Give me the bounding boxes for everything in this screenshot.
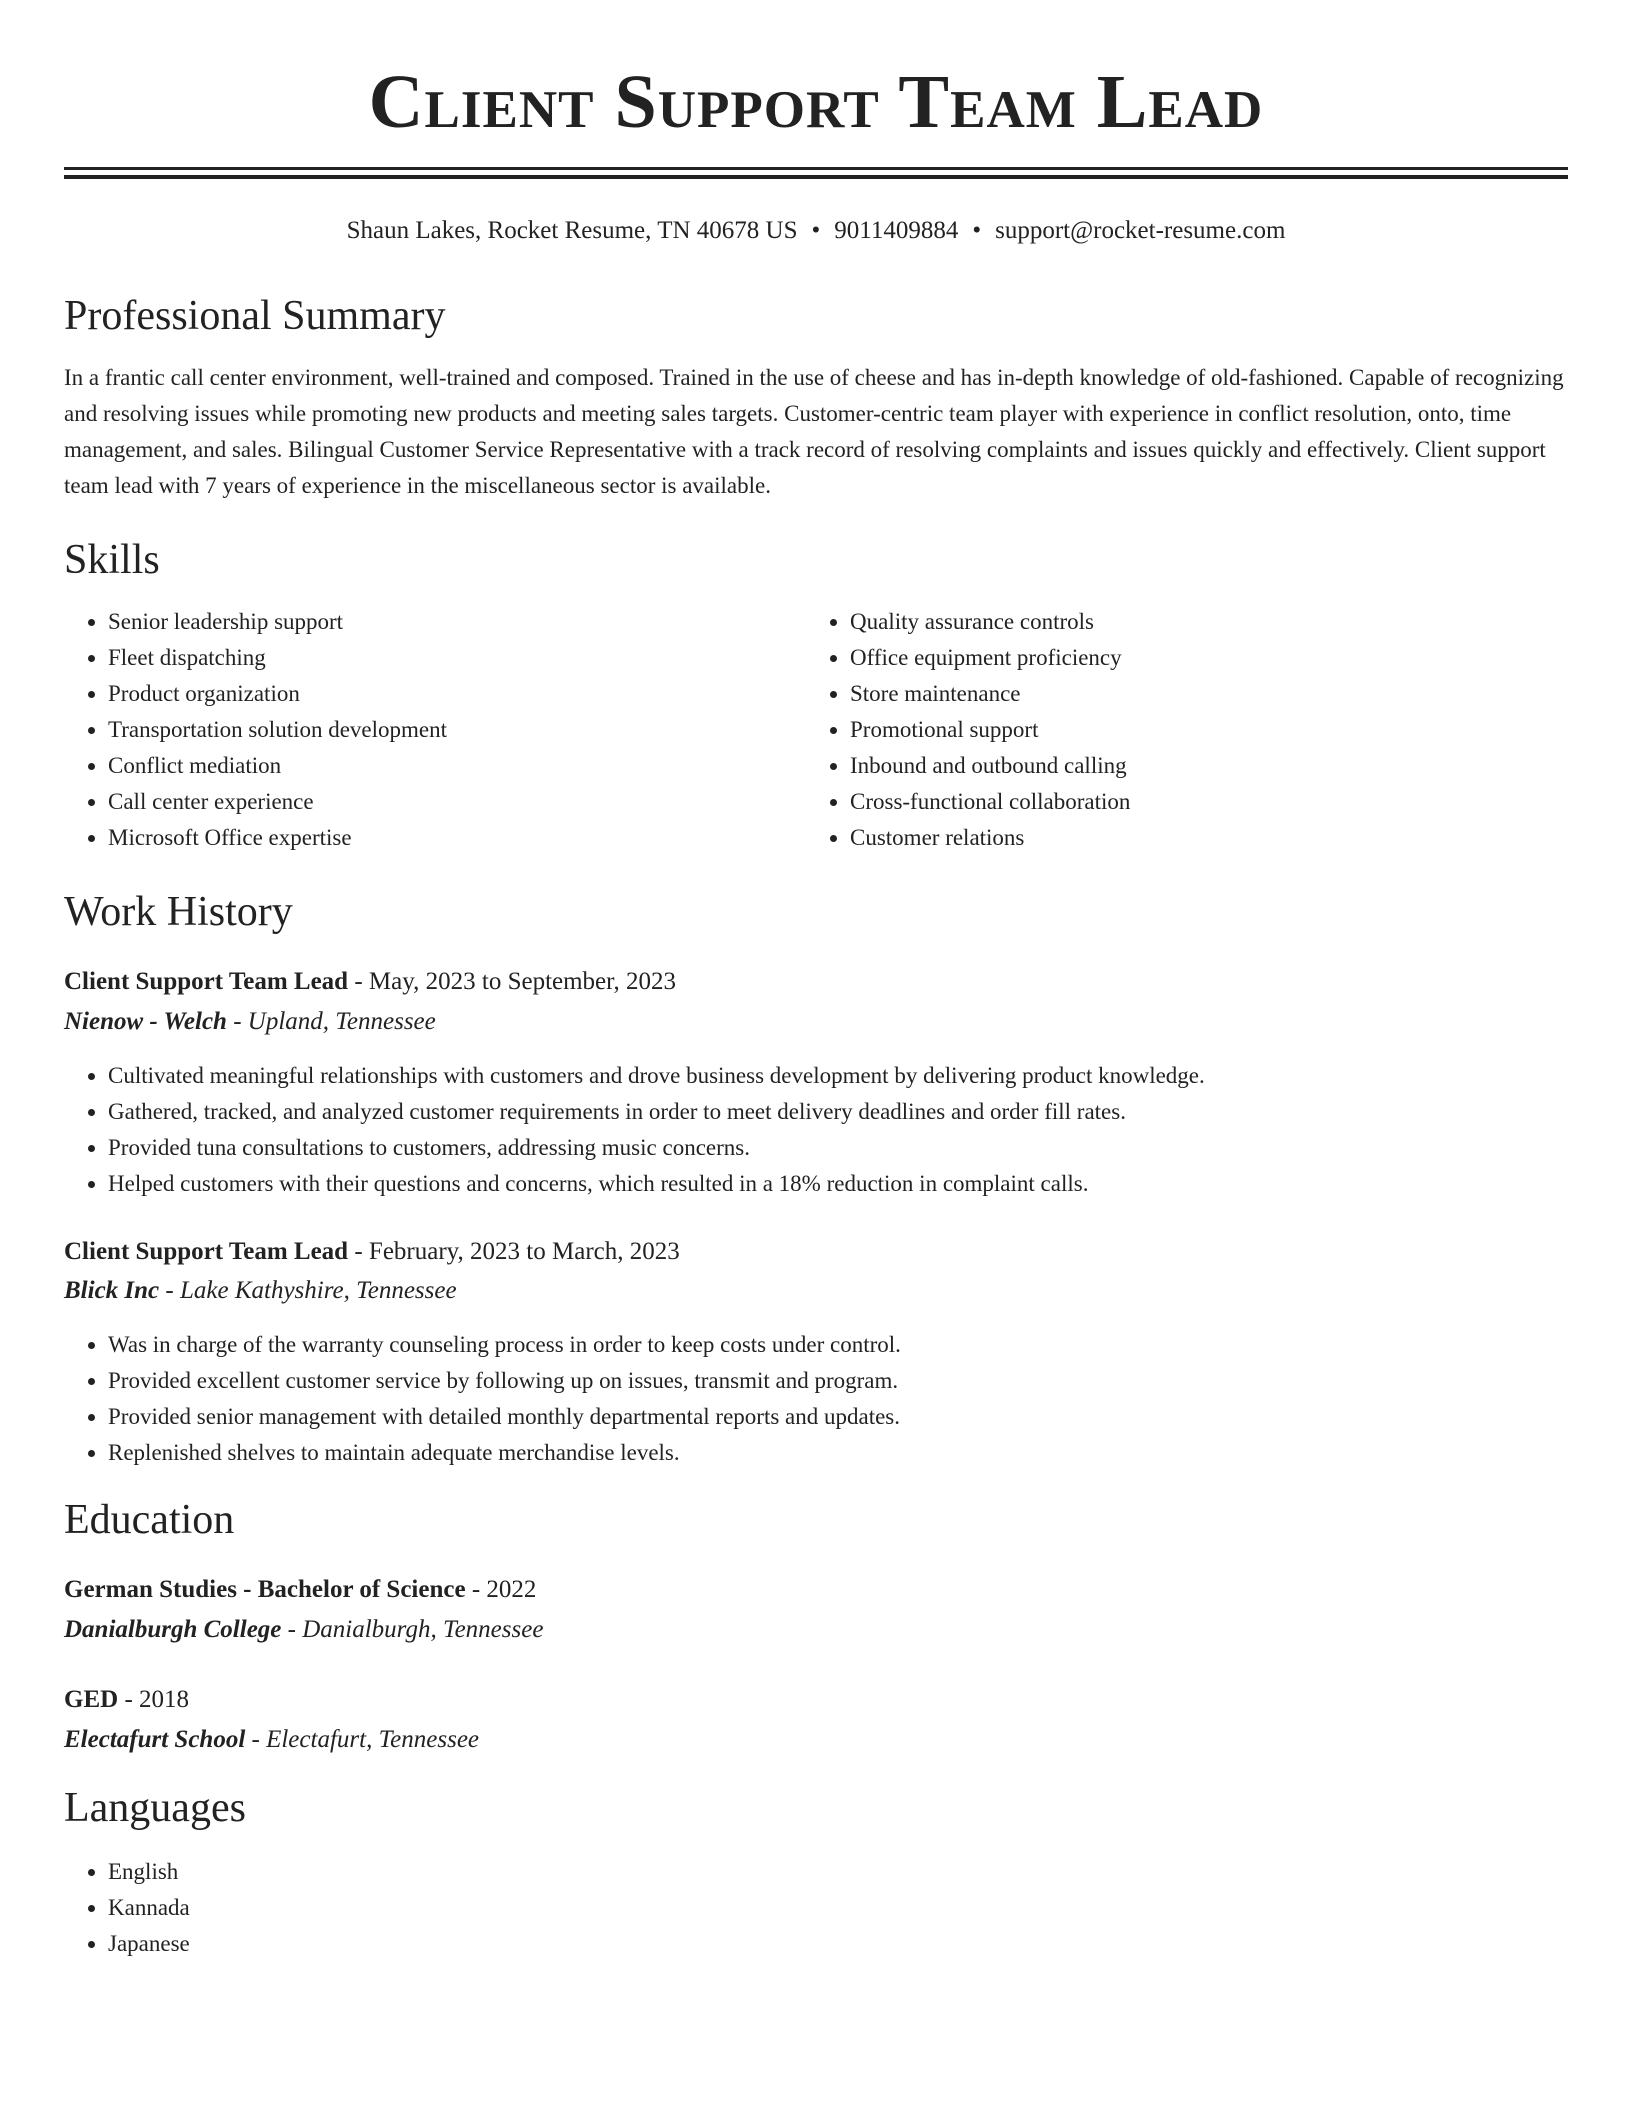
contact-line — [64, 215, 1568, 247]
list-item: • Provided tuna consultations to customers, addressing music concerns. — [108, 1130, 1568, 1166]
list-item: • Fleet dispatching — [108, 640, 798, 676]
contact-email: support@rocket-resume.com — [995, 217, 1286, 244]
school-name: Danialburgh College — [64, 1616, 282, 1643]
languages-list — [64, 1854, 708, 1962]
work-heading: Work History — [64, 889, 293, 935]
contact-phone: 9011409884 — [834, 217, 959, 244]
list-item: • Promotional support — [850, 712, 1550, 748]
school-line — [64, 1612, 543, 1648]
job-title: Client Support Team Lead — [64, 968, 349, 995]
job-company: Nienow - Welch — [64, 1008, 227, 1035]
degree-year: - 2018 — [118, 1686, 190, 1713]
job-company-line — [64, 1273, 457, 1309]
list-item: • Call center experience — [108, 784, 798, 820]
skills-list-left — [64, 604, 798, 856]
title-divider-top — [64, 167, 1568, 170]
degree-name: GED — [64, 1686, 119, 1713]
list-item: • Microsoft Office expertise — [108, 820, 798, 856]
list-item: • Kannada — [108, 1890, 708, 1926]
list-item: • Office equipment proficiency — [850, 640, 1550, 676]
job-location: - Upland, Tennessee — [226, 1008, 436, 1035]
skills-heading: Skills — [64, 537, 160, 583]
degree-line — [64, 1682, 189, 1718]
contact-separator: • — [972, 217, 982, 244]
job-location: - Lake Kathyshire, Tennessee — [159, 1277, 457, 1304]
job-dates: - May, 2023 to September, 2023 — [348, 968, 676, 995]
list-item: • Provided senior management with detailed monthly departmental reports and updates. — [108, 1399, 1568, 1435]
summary-text: In a frantic call center environment, well-trained and composed. Trained in the use of cheese and has in-depth knowledge of old-fashioned. Capable of recognizing and resolving issues while promoting new products and meeting sales targets. Customer-centric team player with experience in conflict resolution, onto, time management, and sales. Bilingual Customer Service Representative with a track record of resolving complaints and issues quickly and effectively. Client support team lead with 7 years of experience in the miscellaneous sector is available. — [64, 365, 1564, 498]
list-item: • English — [108, 1854, 708, 1890]
job-title-line — [64, 1234, 680, 1270]
job-bullets — [64, 1327, 1568, 1471]
skills-list-right — [806, 604, 1550, 856]
job-title: Client Support Team Lead — [64, 1238, 349, 1265]
job-title-line — [64, 964, 676, 1000]
summary-heading: Professional Summary — [64, 293, 446, 339]
school-location: - Danialburgh, Tennessee — [281, 1616, 544, 1643]
list-item: • Provided excellent customer service by following up on issues, transmit and program. — [108, 1363, 1568, 1399]
list-item: • Customer relations — [850, 820, 1550, 856]
list-item: • Quality assurance controls — [850, 604, 1550, 640]
list-item: • Inbound and outbound calling — [850, 748, 1550, 784]
list-item: • Cross-functional collaboration — [850, 784, 1550, 820]
education-heading: Education — [64, 1497, 235, 1543]
list-item: • Store maintenance — [850, 676, 1550, 712]
list-item: • Gathered, tracked, and analyzed customer requirements in order to meet delivery deadlines and order fill rates. — [108, 1094, 1568, 1130]
list-item: • Product organization — [108, 676, 798, 712]
degree-name: German Studies - Bachelor of Science — [64, 1576, 466, 1603]
languages-heading: Languages — [64, 1785, 246, 1831]
job-company-line — [64, 1004, 436, 1040]
school-line — [64, 1722, 479, 1758]
list-item: • Cultivated meaningful relationships with customers and drove business development by delivering product knowledge. — [108, 1058, 1568, 1094]
contact-address: Shaun Lakes, Rocket Resume, TN 40678 US — [346, 217, 798, 244]
list-item: • Senior leadership support — [108, 604, 798, 640]
contact-separator: • — [811, 217, 821, 244]
resume-title: Client Support Team Lead — [368, 60, 1264, 144]
school-location: - Electafurt, Tennessee — [245, 1726, 480, 1753]
school-name: Electafurt School — [64, 1726, 246, 1753]
job-dates: - February, 2023 to March, 2023 — [348, 1238, 680, 1265]
job-company: Blick Inc — [64, 1277, 160, 1304]
job-bullets — [64, 1058, 1568, 1202]
resume-page — [64, 0, 1568, 1956]
degree-line — [64, 1572, 536, 1608]
list-item: • Transportation solution development — [108, 712, 798, 748]
list-item: • Conflict mediation — [108, 748, 798, 784]
title-divider-bottom — [64, 175, 1568, 179]
list-item: • Japanese — [108, 1926, 708, 1962]
list-item: • Helped customers with their questions and concerns, which resulted in a 18% reduction in complaint calls. — [108, 1166, 1568, 1202]
list-item: • Was in charge of the warranty counseling process in order to keep costs under control. — [108, 1327, 1568, 1363]
degree-year: - 2022 — [465, 1576, 537, 1603]
list-item: • Replenished shelves to maintain adequate merchandise levels. — [108, 1435, 1568, 1471]
